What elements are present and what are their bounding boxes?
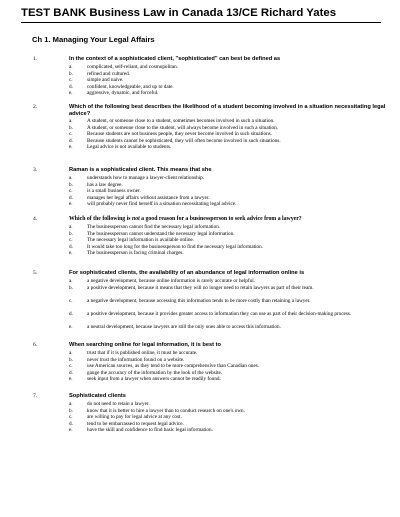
option-text: aggressive, dynamic, and forceful.: [87, 90, 159, 97]
option-letter: d.: [69, 83, 73, 90]
option-letter: e.: [69, 323, 73, 330]
option-letter: c.: [69, 77, 73, 84]
option-text: a negative development, because online information is rarely accurate or helpful.: [87, 278, 255, 284]
question-text: For sophisticated clients, the availability of an abundance of legal information online is: [69, 270, 305, 276]
option-letter: c.: [69, 297, 73, 304]
option-text: trust that if it is published online, it must be accurate.: [87, 350, 198, 356]
option-letter: a.: [69, 224, 73, 230]
option-text: complicated, self-reliant, and cosmopolitan.: [87, 64, 179, 70]
option-text: have the skill and confidence to find basic legal information.: [87, 427, 213, 434]
option-letter: b.: [69, 124, 73, 131]
option-letter: a.: [69, 175, 73, 181]
option-text: use American sources, as they tend to be more comprehensive than Canadian ones.: [87, 363, 259, 370]
option-letter: c.: [69, 237, 73, 244]
option-text: simple and naive.: [87, 77, 124, 84]
option-letter: e.: [69, 201, 73, 208]
question-text-end: a good reason for a businessperson to seek advice from a lawyer?: [139, 216, 302, 222]
option-letter: b.: [69, 407, 73, 414]
option-text: will probably never find herself in a situation necessitating legal advice.: [87, 201, 237, 208]
option-text: Because students are not business people, they never become involved in such situations.: [87, 131, 272, 138]
option-text: a positive development, because it means that they will no longer need to retain lawyers as part of their team.: [87, 284, 314, 291]
option-letter: e.: [69, 144, 73, 151]
option-letter: a.: [69, 64, 73, 70]
option-letter: a.: [69, 278, 73, 284]
option-text: The businessperson cannot find the necessary legal information.: [87, 224, 221, 230]
option-letter: c.: [69, 131, 73, 138]
option-text: gauge the accuracy of the information by the look of the website.: [87, 369, 223, 376]
option-text: confident, knowledgeable, and up to date.: [87, 83, 174, 90]
option-letter: c.: [69, 188, 73, 195]
question-text: [69, 216, 387, 223]
option-text: know that it is better to hire a lawyer than to conduct research on one's own.: [87, 407, 245, 414]
option-letter: d.: [69, 310, 73, 317]
option-letter: e.: [69, 90, 73, 97]
option-text: Legal advice is not available to students.: [87, 144, 172, 151]
question-number: 5.: [33, 270, 38, 276]
question-text: Sophisticated clients: [69, 393, 126, 399]
option-text: manages her legal affairs without assistance from a lawyer.: [87, 194, 210, 201]
option-text: is a small business owner.: [87, 188, 141, 195]
title-divider: [21, 22, 381, 23]
option-text: has a law degree.: [87, 181, 123, 188]
question-text-start: Which of the following is: [69, 216, 132, 222]
option-text: a negative development, because accessing this information tends to be more costly than retaining a lawyer.: [87, 297, 311, 304]
option-text: do not need to retain a lawyer.: [87, 401, 150, 407]
question-text-emphasis: not: [131, 216, 140, 222]
option-text: A student, or someone close to a student, sometimes becomes involved in such a situation.: [87, 118, 275, 124]
option-letter: d.: [69, 369, 73, 376]
option-text: a neutral development, because lawyers are still the only ones able to access this information.: [87, 323, 281, 330]
option-text: are willing to pay for legal advice at any cost.: [87, 414, 182, 421]
option-letter: c.: [69, 363, 73, 370]
option-text: never trust the information found on a website.: [87, 356, 185, 363]
question-number: 1.: [33, 56, 38, 62]
option-letter: d.: [69, 194, 73, 201]
option-letter: b.: [69, 284, 73, 291]
option-letter: d.: [69, 137, 73, 144]
option-text: It would take too long for the businessperson to find the necessary legal information.: [87, 243, 264, 250]
option-letter: d.: [69, 420, 73, 427]
question-text: Which of the following best describes the likelihood of a student becoming involved in a situation necessitating legal advice?: [69, 104, 386, 117]
option-text: a positive development, because it provides greater access to information they can use as part of their decision-making process.: [87, 310, 352, 317]
question-text: When searching online for legal information, it is best to: [69, 342, 221, 348]
question-number: 3.: [33, 167, 38, 173]
option-letter: c.: [69, 414, 73, 421]
question-number: 4.: [33, 216, 38, 222]
option-letter: a.: [69, 401, 73, 407]
option-letter: e.: [69, 427, 73, 434]
chapter-heading: Ch 1. Managing Your Legal Affairs: [32, 35, 155, 44]
option-letter: a.: [69, 350, 73, 356]
option-text: A student, or someone close to the student, will always become involved in such a situation.: [87, 124, 279, 131]
option-text: The necessary legal information is available online.: [87, 237, 195, 244]
option-text: seek input from a lawyer when answers cannot be readily found.: [87, 376, 221, 383]
option-letter: a.: [69, 118, 73, 124]
option-letter: e.: [69, 376, 73, 383]
option-text: understands how to manage a lawyer-client relationship.: [87, 175, 205, 181]
question-text: Raman is a sophisticated client. This means that she: [69, 167, 212, 173]
question-number: 6.: [33, 342, 38, 348]
option-letter: d.: [69, 243, 73, 250]
option-text: tend to be embarrassed to request legal advice.: [87, 420, 184, 427]
option-letter: b.: [69, 230, 73, 237]
option-text: Because students cannot be sophisticated, they will often become involved in such situations.: [87, 137, 281, 144]
option-letter: b.: [69, 356, 73, 363]
question-text: In the context of a sophisticated client, "sophisticated" can best be defined as: [69, 56, 281, 62]
document-title: TEST BANK Business Law in Canada 13/CE Richard Yates: [21, 7, 337, 19]
option-letter: b.: [69, 181, 73, 188]
option-letter: e.: [69, 250, 73, 257]
option-text: The businessperson cannot understand the necessary legal information.: [87, 230, 235, 237]
question-number: 2.: [33, 104, 38, 110]
option-text: refined and cultured.: [87, 70, 131, 77]
option-letter: b.: [69, 70, 73, 77]
option-text: The businessperson is facing criminal charges.: [87, 250, 184, 257]
question-number: 7.: [33, 393, 38, 399]
